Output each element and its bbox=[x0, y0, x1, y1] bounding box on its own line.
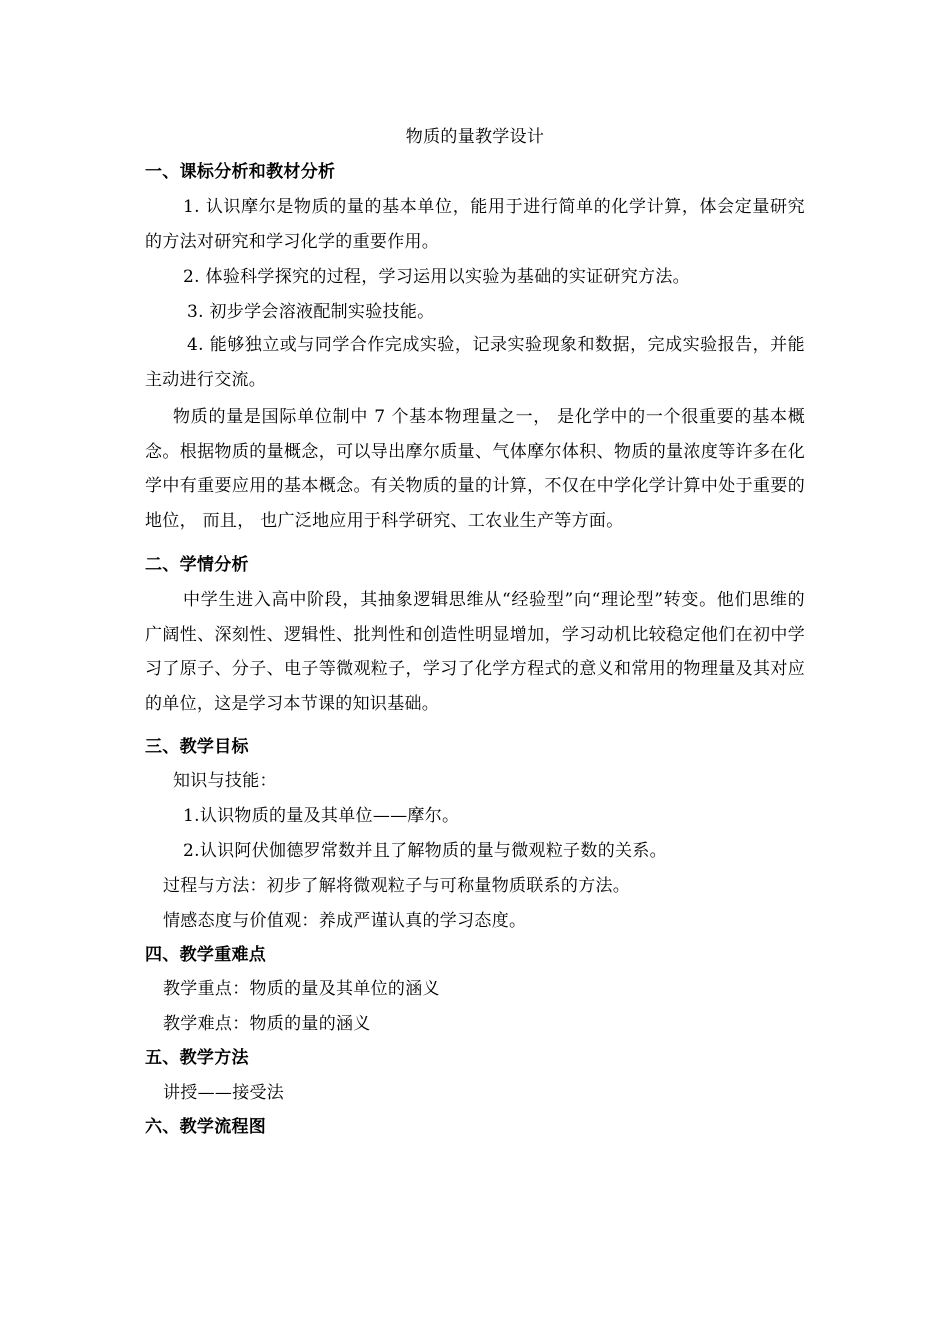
paragraph: 中学生进入高中阶段，其抽象逻辑思维从“经验型”向“理论型”转变。他们思维的广阔性、深刻性、逻辑性、批判性和创造性明显增加，学习动机比较稳定他们在初中学习了原子、分子、电子等微观粒子，学习了化学方程式的意义和常用的物理量及其对应的单位，这是学习本节课的知识基础。 bbox=[145, 590, 805, 714]
text-line: 教学难点：物质的量的涵义 bbox=[163, 1014, 371, 1034]
section-heading-4: 四、教学重难点 bbox=[145, 945, 267, 965]
text-line: 过程与方法：初步了解将微观粒子与可称量物质联系的方法。 bbox=[163, 876, 631, 896]
list-item: 2.认识阿伏伽德罗常数并且了解物质的量与微观粒子数的关系。 bbox=[183, 841, 667, 861]
section-heading-3: 三、教学目标 bbox=[145, 737, 249, 757]
subheading: 知识与技能： bbox=[173, 771, 277, 791]
list-item: 2. 体验科学探究的过程，学习运用以实验为基础的实证研究方法。 bbox=[183, 267, 690, 287]
text-line: 讲授——接受法 bbox=[163, 1083, 285, 1103]
list-item: 1.认识物质的量及其单位——摩尔。 bbox=[183, 806, 460, 826]
list-item: 3. 初步学会溶液配制实验技能。 bbox=[187, 302, 435, 322]
document-title: 物质的量教学设计 bbox=[405, 127, 545, 147]
text-line: 教学重点：物质的量及其单位的涵义 bbox=[163, 979, 440, 999]
text-line: 情感态度与价值观：养成严谨认真的学习态度。 bbox=[163, 911, 527, 931]
section-heading-5: 五、教学方法 bbox=[145, 1048, 249, 1068]
paragraph: 物质的量是国际单位制中 7 个基本物理量之一， 是化学中的一个很重要的基本概念。根据物质的量概念，可以导出摩尔质量、气体摩尔体积、物质的量浓度等许多在化学中有重要应用的基本概念。有关物质的量的计算，不仅在中学化学计算中处于重要的地位， 而且， 也广泛地应用于科学研究、工农业生产等方面。 bbox=[145, 407, 805, 531]
section-heading-2: 二、学情分析 bbox=[145, 555, 249, 575]
section-heading-1: 一、课标分析和教材分析 bbox=[145, 162, 336, 182]
list-item: 1. 认识摩尔是物质的量的基本单位，能用于进行简单的化学计算，体会定量研究的方法对研究和学习化学的重要作用。 bbox=[145, 197, 805, 252]
section-heading-6: 六、教学流程图 bbox=[145, 1117, 267, 1137]
list-item: 4. 能够独立或与同学合作完成实验，记录实验现象和数据，完成实验报告，并能主动进行交流。 bbox=[145, 335, 805, 390]
